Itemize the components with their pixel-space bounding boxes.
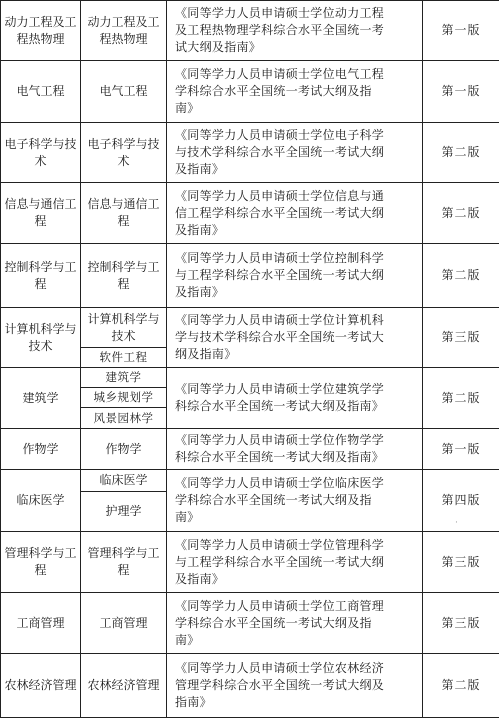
major-cell: 控制科学与工程 — [81, 244, 167, 308]
discipline-cell: 农林经济管理 — [1, 654, 81, 718]
book-title-cell: 《同等学力人员申请硕士学位临床医学 学科综合水平全国统一考试大纲及指 南》 — [167, 470, 423, 532]
table-row — [1, 654, 499, 718]
major-cell: 城乡规划学 — [81, 388, 167, 408]
book-title-cell: 《同等学力人员申请硕士学位动力工程 及工程热物理学科综合水平全国统一考 试大纲及指南》 — [167, 1, 423, 61]
table-row — [1, 61, 499, 123]
major-cell: 作物学 — [81, 429, 167, 470]
edition-cell: 第一版 — [423, 429, 499, 470]
book-title-cell: 《同等学力人员申请硕士学位计算机科 学与技术学科综合水平全国统一考试大 纲及指南》 — [167, 308, 423, 368]
discipline-cell: 工商管理 — [1, 593, 81, 654]
edition-cell: 第二版 — [423, 123, 499, 183]
table-row — [1, 183, 499, 244]
major-cell: 临床医学 — [81, 470, 167, 492]
edition-cell: 第一版 — [423, 61, 499, 123]
major-cell: 农林经济管理 — [81, 654, 167, 718]
discipline-cell: 动力工程及工程热物理 — [1, 1, 81, 61]
major-cell: 信息与通信工程 — [81, 183, 167, 244]
discipline-cell: 作物学 — [1, 429, 81, 470]
table-row — [1, 123, 499, 183]
discipline-cell: 电子科学与技术 — [1, 123, 81, 183]
major-cell: 动力工程及工程热物理 — [81, 1, 167, 61]
book-title-cell: 《同等学力人员申请硕士学位建筑学学 科综合水平全国统一考试大纲及指南》 — [167, 368, 423, 429]
discipline-cell: 管理科学与工程 — [1, 532, 81, 593]
edition-cell: 第一版 — [423, 1, 499, 61]
table-row — [1, 1, 499, 61]
edition-cell: 第二版 — [423, 183, 499, 244]
discipline-cell: 电气工程 — [1, 61, 81, 123]
book-title-cell: 《同等学力人员申请硕士学位管理科学 与工程学科综合水平全国统一考试大纲 及指南》 — [167, 532, 423, 593]
book-title-cell: 《同等学力人员申请硕士学位农林经济 管理学科综合水平全国统一考试大纲及 指南》 — [167, 654, 423, 718]
major-cell: 电子科学与技术 — [81, 123, 167, 183]
major-cell: 软件工程 — [81, 348, 167, 368]
edition-cell: 第三版 — [423, 532, 499, 593]
table-row — [1, 470, 499, 492]
major-cell: 计算机科学与技术 — [81, 308, 167, 348]
discipline-cell: 建筑学 — [1, 368, 81, 429]
book-title-cell: 《同等学力人员申请硕士学位工商管理 学科综合水平全国统一考试大纲及指 南》 — [167, 593, 423, 654]
stray-mark: · — [455, 518, 458, 528]
major-cell: 工商管理 — [81, 593, 167, 654]
major-cell: 建筑学 — [81, 368, 167, 388]
book-title-cell: 《同等学力人员申请硕士学位控制科学 与工程学科综合水平全国统一考试大纲 及指南》 — [167, 244, 423, 308]
major-cell: 管理科学与工程 — [81, 532, 167, 593]
edition-cell: 第三版 — [423, 593, 499, 654]
discipline-cell: 临床医学 — [1, 470, 81, 532]
table-row — [1, 532, 499, 593]
major-cell: 护理学 — [81, 492, 167, 532]
edition-cell: 第四版 — [423, 470, 499, 532]
discipline-cell: 信息与通信工程 — [1, 183, 81, 244]
discipline-cell: 计算机科学与技术 — [1, 308, 81, 368]
book-title-cell: 《同等学力人员申请硕士学位电子科学 与技术学科综合水平全国统一考试大纲 及指南》 — [167, 123, 423, 183]
table-row — [1, 593, 499, 654]
book-title-cell: 《同等学力人员申请硕士学位信息与通 信工程学科综合水平全国统一考试大纲 及指南》 — [167, 183, 423, 244]
table-row — [1, 244, 499, 308]
major-cell: 电气工程 — [81, 61, 167, 123]
book-title-cell: 《同等学力人员申请硕士学位作物学学 科综合水平全国统一考试大纲及指南》 — [167, 429, 423, 470]
table-row — [1, 308, 499, 348]
table-row — [1, 429, 499, 470]
book-title-cell: 《同等学力人员申请硕士学位电气工程 学科综合水平全国统一考试大纲及指 南》 — [167, 61, 423, 123]
edition-cell: 第二版 — [423, 244, 499, 308]
edition-cell: 第二版 — [423, 654, 499, 718]
edition-cell: 第三版 — [423, 308, 499, 368]
edition-cell: 第二版 — [423, 368, 499, 429]
discipline-cell: 控制科学与工程 — [1, 244, 81, 308]
table-row — [1, 368, 499, 388]
major-cell: 风景园林学 — [81, 408, 167, 429]
